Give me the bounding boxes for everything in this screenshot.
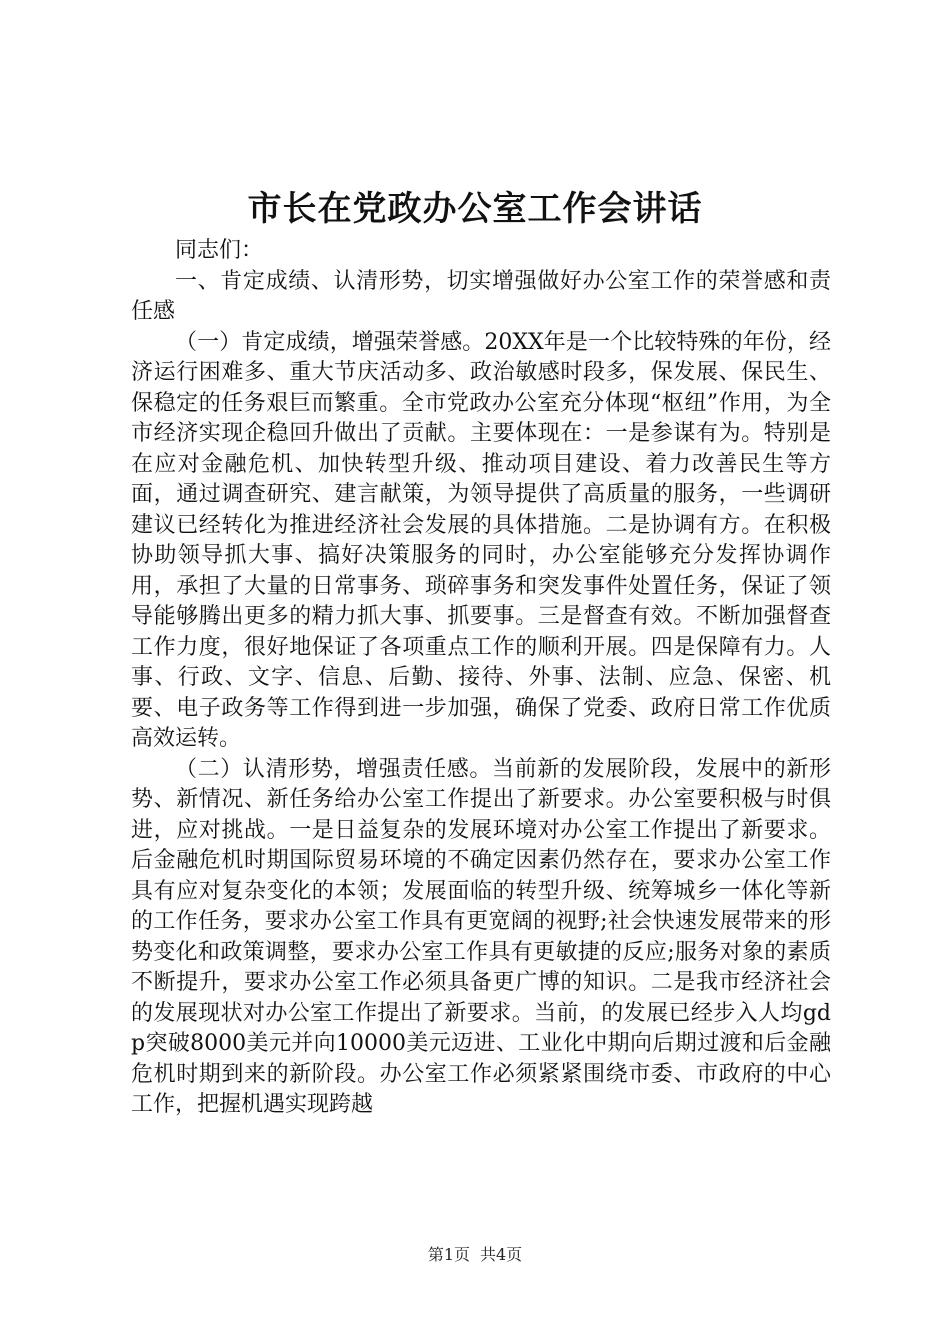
document-body xyxy=(131,236,831,1121)
document-title: 市长在党政办公室工作会讲话 xyxy=(247,189,703,229)
greeting-paragraph: 同志们： xyxy=(175,238,264,263)
page-footer xyxy=(0,1244,950,1266)
page-number: 第1页 xyxy=(427,1245,470,1264)
page-total: 共4页 xyxy=(480,1245,523,1264)
body-paragraph: （一）肯定成绩，增强荣誉感。20XX年是一个比较特殊的年份，经济运行困难多、重大节庆活动多、政治敏感时段多，保发展、保民生、保稳定的任务艰巨而繁重。全市党政办公室充分体现“枢纽”作用，为全市经济实现企稳回升做出了贡献。主要体现在：一是参谋有为。特别是在应对金融危机、加快转型升级、推动项目建设、着力改善民生等方面，通过调查研究、建言献策，为领导提供了高质量的服务，一些调研建议已经转化为推进经济社会发展的具体措施。二是协调有方。在积极协助领导抓大事、搞好决策服务的同时，办公室能够充分发挥协调作用，承担了大量的日常事务、琐碎事务和突发事件处置任务，保证了领导能够腾出更多的精力抓大事、抓要事。三是督查有效。不断加强督查工作力度，很好地保证了各项重点工作的顺利开展。四是保障有力。人事、行政、文字、信息、后勤、接待、外事、法制、应急、保密、机要、电子政务等工作得到进一步加强，确保了党委、政府日常工作优质高效运转。 xyxy=(131,329,831,751)
section-heading-paragraph: 一、肯定成绩、认清形势，切实增强做好办公室工作的荣誉感和责任感 xyxy=(131,268,831,324)
body-paragraph: （二）认清形势，增强责任感。当前新的发展阶段，发展中的新形势、新情况、新任务给办公室工作提出了新要求。办公室要积极与时俱进，应对挑战。一是日益复杂的发展环境对办公室工作提出了新要求。后金融危机时期国际贸易环境的不确定因素仍然存在，要求办公室工作具有应对复杂变化的本领；发展面临的转型升级、统筹城乡一体化等新的工作任务，要求办公室工作具有更宽阔的视野;社会快速发展带来的形势变化和政策调整，要求办公室工作具有更敏捷的反应;服务对象的素质不断提升，要求办公室工作必须具备更广博的知识。二是我市经济社会的发展现状对办公室工作提出了新要求。当前，的发展已经步入人均gdp突破8000美元并向10000美元迈进、工业化中期向后期过渡和后金融危机时期到来的新阶段。办公室工作必须紧紧围绕市委、市政府的中心工作，把握机遇实现跨越 xyxy=(131,756,831,1117)
